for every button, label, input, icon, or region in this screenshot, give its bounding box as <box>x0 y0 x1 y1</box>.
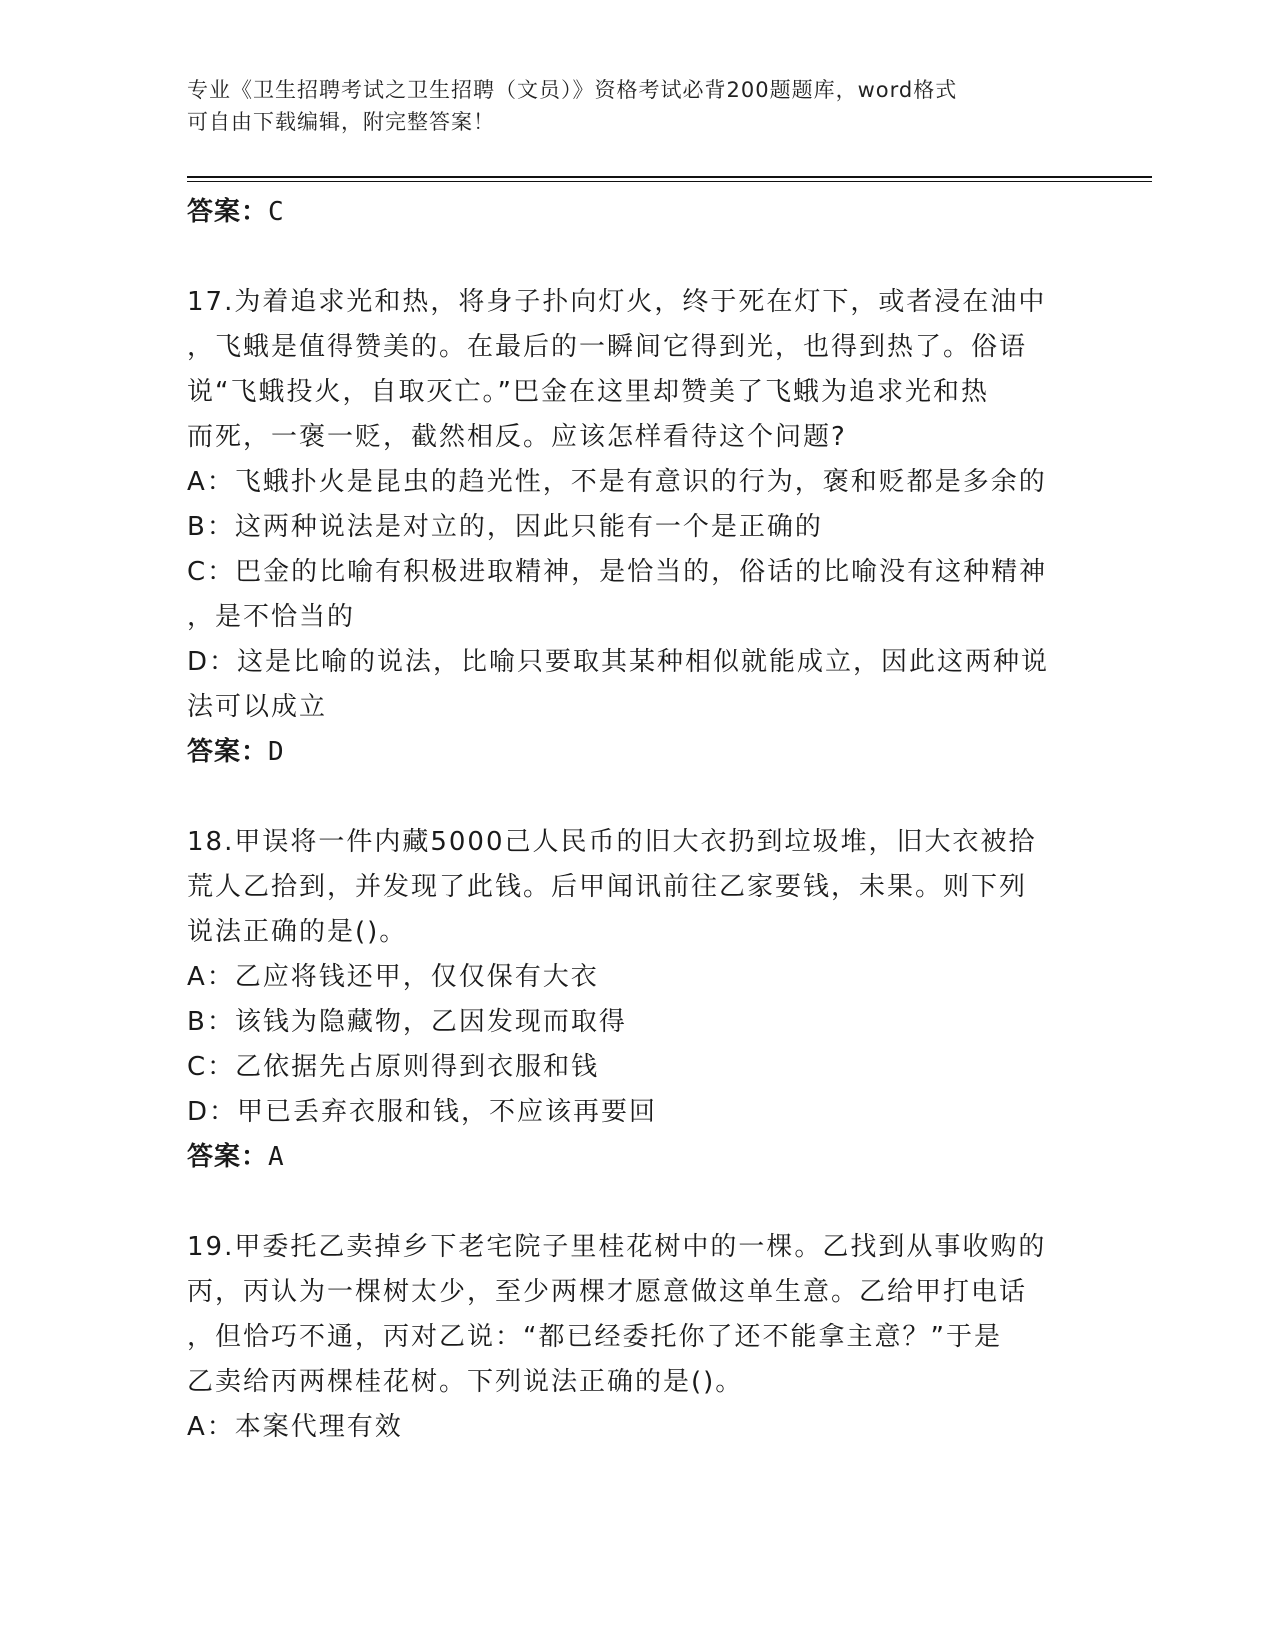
answer-line <box>187 730 1087 775</box>
spacer <box>187 1180 1087 1225</box>
option-c: C：巴金的比喻有积极进取精神，是恰当的，俗话的比喻没有这种精神 <box>187 557 1048 587</box>
option-b: B：这两种说法是对立的，因此只能有一个是正确的 <box>187 512 823 542</box>
answer-label: 答案： <box>187 1142 269 1172</box>
document-header <box>187 74 1087 138</box>
option-d: D：这是比喻的说法，比喻只要取其某种相似就能成立，因此这两种说 <box>187 647 1050 677</box>
spacer <box>187 235 1087 280</box>
question-text-line: ，但恰巧不通，丙对乙说：“都已经委托你了还不能拿主意？”于是 <box>187 1322 1002 1352</box>
question-text-line: 丙，丙认为一棵树太少，至少两棵才愿意做这单生意。乙给甲打电话 <box>187 1277 1028 1307</box>
question-text-line: 而死，一褒一贬，截然相反。应该怎样看待这个问题? <box>187 422 847 452</box>
answer-label: 答案： <box>187 737 269 767</box>
question-18 <box>187 820 1087 1180</box>
option-c-continued: ，是不恰当的 <box>187 602 356 632</box>
answer-label: 答案： <box>187 197 269 227</box>
option-a: A：本案代理有效 <box>187 1412 403 1442</box>
question-17 <box>187 280 1087 775</box>
question-text-line: 荒人乙拾到，并发现了此钱。后甲闻讯前往乙家要钱，未果。则下列 <box>187 872 1028 902</box>
answer-value: A <box>268 1142 285 1172</box>
option-d-continued: 法可以成立 <box>187 692 328 722</box>
spacer <box>187 775 1087 820</box>
answer-value: C <box>268 197 285 227</box>
answer-value: D <box>268 737 285 767</box>
question-text-line: 说法正确的是()。 <box>187 917 408 947</box>
header-line-1: 专业《卫生招聘考试之卫生招聘（文员）》资格考试必背200题题库，word格式 <box>187 78 958 102</box>
question-text-line: 19.甲委托乙卖掉乡下老宅院子里桂花树中的一棵。乙找到从事收购的 <box>187 1232 1047 1262</box>
question-text-line: 乙卖给丙两棵桂花树。下列说法正确的是()。 <box>187 1367 744 1397</box>
question-text-line: ，飞蛾是值得赞美的。在最后的一瞬间它得到光，也得到热了。俗语 <box>187 332 1028 362</box>
question-text-line: 说“飞蛾投火，自取灭亡。”巴金在这里却赞美了飞蛾为追求光和热 <box>187 377 989 407</box>
question-text-line: 17.为着追求光和热，将身子扑向灯火，终于死在灯下，或者浸在油中 <box>187 287 1047 317</box>
document-body <box>187 190 1087 1450</box>
question-19 <box>187 1225 1087 1450</box>
answer-line <box>187 1135 1087 1180</box>
option-a: A：乙应将钱还甲，仅仅保有大衣 <box>187 962 599 992</box>
question-text-line: 18.甲误将一件内藏5000己人民币的旧大衣扔到垃圾堆，旧大衣被拾 <box>187 827 1037 857</box>
option-c: C：乙依据先占原则得到衣服和钱 <box>187 1052 600 1082</box>
option-a: A：飞蛾扑火是昆虫的趋光性，不是有意识的行为，褒和贬都是多余的 <box>187 467 1047 497</box>
option-b: B：该钱为隐藏物，乙因发现而取得 <box>187 1007 627 1037</box>
header-rule-thick <box>187 176 1152 178</box>
header-line-2: 可自由下载编辑，附完整答案！ <box>187 110 495 134</box>
header-rule-thin <box>187 181 1152 182</box>
option-d: D：甲已丢弃衣服和钱，不应该再要回 <box>187 1097 658 1127</box>
answer-line <box>187 190 1087 235</box>
